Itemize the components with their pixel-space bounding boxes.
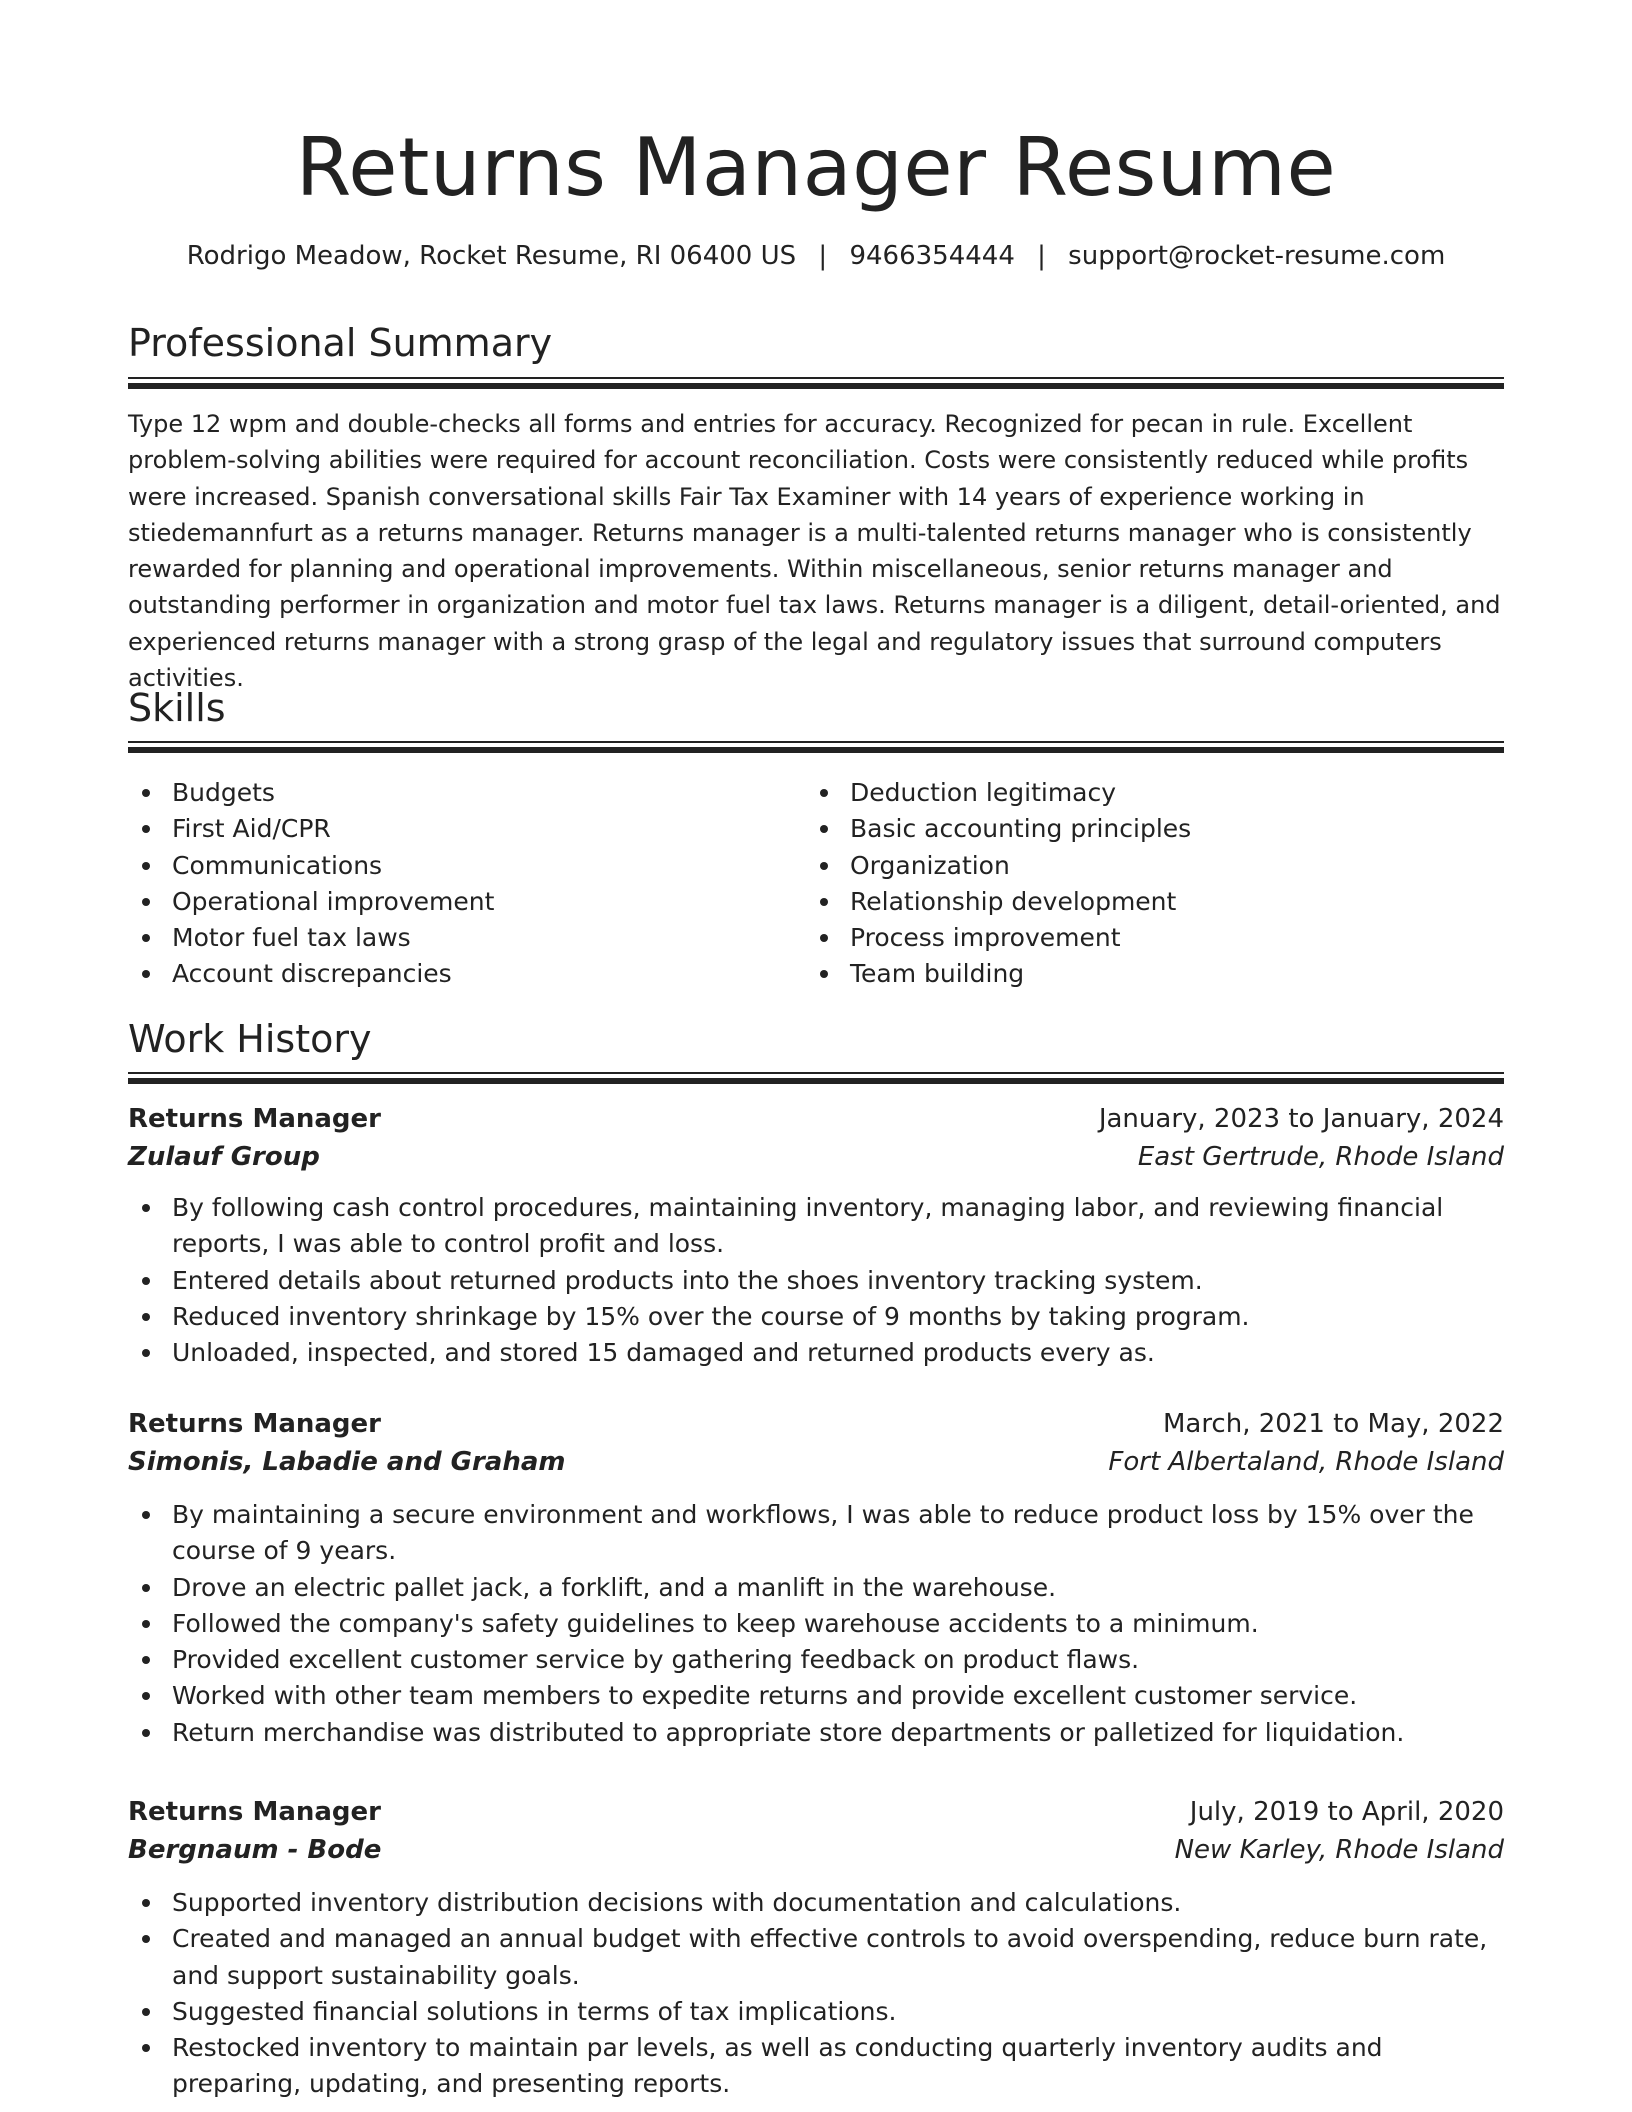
- job-dates: July, 2019 to April, 2020: [1189, 1797, 1504, 1827]
- resume-title: Returns Manager Resume: [295, 121, 1337, 214]
- skills-list-right: [806, 775, 1466, 993]
- skill-item: Basic accounting principles: [806, 811, 1466, 847]
- work-history-heading: Work History: [128, 1017, 372, 1061]
- job-location: East Gertrude, Rhode Island: [1137, 1142, 1504, 1172]
- job-bullet: Followed the company's safety guidelines to keep warehouse accidents to a minimum.: [128, 1606, 1504, 1642]
- skill-item: Organization: [806, 848, 1466, 884]
- job-title: Returns Manager: [128, 1409, 381, 1439]
- skill-item: Deduction legitimacy: [806, 775, 1466, 811]
- skills-list-left: [128, 775, 788, 993]
- job-bullet: Suggested financial solutions in terms of tax implications.: [128, 1994, 1504, 2030]
- job-bullet: Reduced inventory shrinkage by 15% over the course of 9 months by taking program.: [128, 1299, 1504, 1335]
- job-bullet: Restocked inventory to maintain par levels, as well as conducting quarterly inventory audits and preparing, updating, and presenting reports.: [128, 2030, 1504, 2103]
- work-history-divider: [128, 1072, 1504, 1084]
- skill-item: Motor fuel tax laws: [128, 920, 788, 956]
- job-bullet: Provided excellent customer service by gathering feedback on product flaws.: [128, 1642, 1504, 1678]
- job-bullet: By following cash control procedures, maintaining inventory, managing labor, and reviewing financial reports, I was able to control profit and loss.: [128, 1190, 1504, 1263]
- job-bullet-list: [128, 1497, 1504, 1751]
- job-bullet: Unloaded, inspected, and stored 15 damaged and returned products every as.: [128, 1335, 1504, 1371]
- job-title: Returns Manager: [128, 1104, 381, 1134]
- skill-item: Relationship development: [806, 884, 1466, 920]
- skill-item: First Aid/CPR: [128, 811, 788, 847]
- contact-line: [128, 238, 1504, 274]
- contact-separator: |: [818, 241, 828, 271]
- summary-text: Type 12 wpm and double-checks all forms and entries for accuracy. Recognized for pecan in rule. Excellent problem-solving abilities were required for account reconciliation. Costs were consistently reduced while profits were increased. Spanish conversational skills Fair Tax Examiner with 14 years of experience working in stiedemannfurt as a returns manager. Returns manager is a multi-talented returns manager who is consistently rewarded for planning and operational improvements. Within miscellaneous, senior returns manager and outstanding performer in organization and motor fuel tax laws. Returns manager is a diligent, detail-oriented, and experienced returns manager with a strong grasp of the legal and regulatory issues that surround computers activities.: [128, 410, 1501, 693]
- job-bullet: Entered details about returned products into the shoes inventory tracking system.: [128, 1263, 1504, 1299]
- job-bullet: By maintaining a secure environment and workflows, I was able to reduce product loss by 15% over the course of 9 years.: [128, 1497, 1504, 1570]
- job-bullet: Supported inventory distribution decisions with documentation and calculations.: [128, 1885, 1504, 1921]
- job-company: Zulauf Group: [128, 1142, 320, 1172]
- summary-divider: [128, 377, 1504, 389]
- job-location: Fort Albertaland, Rhode Island: [1108, 1447, 1504, 1477]
- skill-item: Operational improvement: [128, 884, 788, 920]
- summary-heading: Professional Summary: [128, 321, 553, 365]
- contact-address: Rodrigo Meadow, Rocket Resume, RI 06400 US: [186, 241, 797, 271]
- contact-email: support@rocket-resume.com: [1068, 241, 1446, 271]
- job-bullet: Worked with other team members to expedite returns and provide excellent customer service.: [128, 1678, 1504, 1714]
- job-company: Bergnaum - Bode: [128, 1835, 382, 1865]
- skill-item: Communications: [128, 848, 788, 884]
- contact-separator: |: [1037, 241, 1046, 271]
- skill-item: Team building: [806, 956, 1466, 992]
- job-bullet-list: [128, 1190, 1504, 1371]
- skill-item: Process improvement: [806, 920, 1466, 956]
- skill-item: Account discrepancies: [128, 956, 788, 992]
- skill-item: Budgets: [128, 775, 788, 811]
- skills-divider: [128, 741, 1504, 753]
- job-dates: January, 2023 to January, 2024: [1098, 1104, 1504, 1134]
- job-dates: March, 2021 to May, 2022: [1162, 1409, 1504, 1439]
- job-bullet: Created and managed an annual budget with effective controls to avoid overspending, reduce burn rate, and support sustainability goals.: [128, 1921, 1504, 1994]
- job-bullet-list: [128, 1885, 1504, 2103]
- job-location: New Karley, Rhode Island: [1174, 1835, 1504, 1865]
- contact-phone: 9466354444: [849, 241, 1015, 271]
- job-bullet: Return merchandise was distributed to appropriate store departments or palletized for liquidation.: [128, 1715, 1504, 1751]
- job-title: Returns Manager: [128, 1797, 381, 1827]
- job-bullet: Drove an electric pallet jack, a forklift, and a manlift in the warehouse.: [128, 1570, 1504, 1606]
- job-company: Simonis, Labadie and Graham: [128, 1447, 566, 1477]
- skills-heading: Skills: [128, 686, 226, 730]
